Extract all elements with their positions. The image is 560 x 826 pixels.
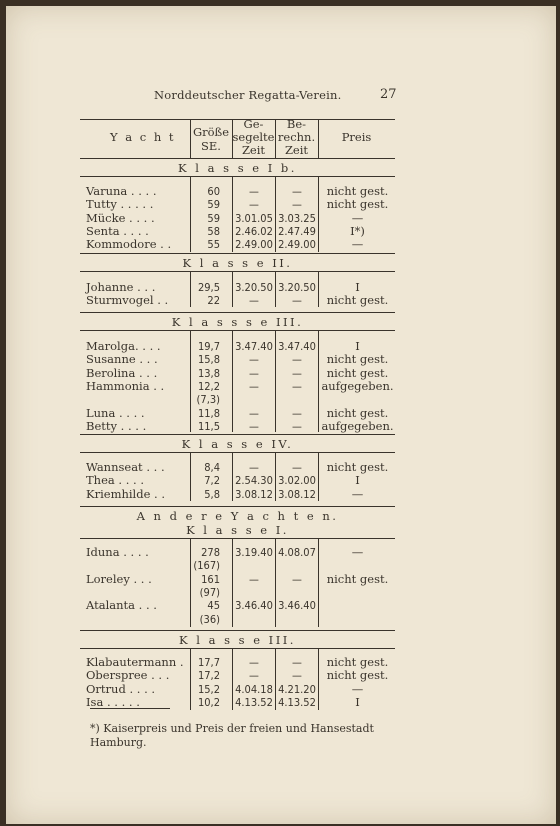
calculated-time: — xyxy=(292,353,302,367)
calculated-time: — xyxy=(292,572,302,586)
prize: I xyxy=(355,473,360,488)
yacht-name: Luna . . . . xyxy=(86,405,145,420)
yacht-name: Thea . . . . xyxy=(86,473,144,488)
yacht-name: Kommodore . . xyxy=(86,237,172,252)
yacht-size: (36) xyxy=(199,612,220,626)
section-title: K l a s s e II. xyxy=(182,256,293,270)
sailed-time: 4.04.18 xyxy=(235,682,273,696)
yacht-name: Tutty . . . . . xyxy=(86,197,154,212)
calculated-time: — xyxy=(292,198,302,212)
yacht-size: 59 xyxy=(207,198,220,212)
yacht-name: Susanne . . . xyxy=(86,352,158,367)
yacht-size: 12,2 xyxy=(197,379,220,393)
yacht-name: Mücke . . . . xyxy=(86,210,155,225)
col-header-calc-2: rechn. xyxy=(277,130,316,144)
header-column-divider xyxy=(318,120,319,158)
prize: nicht gest. xyxy=(326,184,389,198)
prize: nicht gest. xyxy=(326,655,389,669)
sailed-time: — xyxy=(249,419,259,433)
yacht-name: Klabautermann . xyxy=(86,655,184,669)
sailed-time: 3.01.05 xyxy=(235,211,273,225)
sailed-time: — xyxy=(249,198,259,212)
calculated-time: 3.02.00 xyxy=(278,474,316,488)
calculated-time: 3.20.50 xyxy=(278,281,316,294)
column-divider xyxy=(232,177,233,252)
section-top-rule xyxy=(80,158,395,159)
yacht-name: Oberspree . . . xyxy=(86,668,170,683)
calculated-time: 2.47.49 xyxy=(278,224,316,238)
yacht-size: 17,7 xyxy=(197,656,220,669)
col-header-calc-3: Zeit xyxy=(284,143,309,157)
prize: — xyxy=(351,486,364,501)
col-header-sailed-1: Ge- xyxy=(243,117,264,131)
sailed-time: — xyxy=(249,572,259,586)
calculated-time: — xyxy=(292,185,302,198)
header-column-divider xyxy=(232,120,233,158)
yacht-size: 19,7 xyxy=(197,340,220,353)
section-title-rule xyxy=(80,538,395,539)
column-divider xyxy=(318,331,319,432)
calculated-time: 4.13.52 xyxy=(278,695,316,709)
column-divider xyxy=(232,539,233,627)
column-divider xyxy=(318,453,319,501)
yacht-size: 59 xyxy=(207,211,220,225)
prize: — xyxy=(351,545,364,559)
section-top-rule xyxy=(80,312,395,313)
prize: — xyxy=(351,210,364,225)
calculated-time: — xyxy=(292,419,302,433)
header-column-divider xyxy=(190,120,191,158)
yacht-size: (97) xyxy=(199,585,220,599)
yacht-name: Berolina . . . xyxy=(86,365,158,380)
col-header-size-1: Größe xyxy=(192,125,230,139)
calculated-time: — xyxy=(292,461,302,474)
sailed-time: — xyxy=(249,406,259,420)
book-page xyxy=(6,6,556,824)
column-divider xyxy=(232,331,233,432)
col-header-sailed-3: Zeit xyxy=(241,143,266,157)
section-title: K l a s s s e III. xyxy=(171,315,304,329)
yacht-name: Loreley . . . xyxy=(86,571,152,586)
yacht-name: Atalanta . . . xyxy=(86,598,157,613)
column-divider xyxy=(318,539,319,627)
yacht-name: Wannseat . . . xyxy=(86,460,165,474)
prize: I xyxy=(355,339,360,353)
col-header-prize: Preis xyxy=(341,130,372,144)
sailed-time: — xyxy=(249,379,259,393)
section-title: K l a s s e IV. xyxy=(181,437,294,451)
yacht-size: (167) xyxy=(193,559,220,573)
column-divider xyxy=(275,331,276,432)
column-divider xyxy=(318,272,319,307)
yacht-name: Iduna . . . . xyxy=(86,545,149,559)
prize: I*) xyxy=(350,223,365,238)
yacht-name: Sturmvogel . . xyxy=(86,293,169,308)
sailed-time: 4.13.52 xyxy=(235,695,273,709)
prize: nicht gest. xyxy=(326,668,389,683)
prize: I xyxy=(355,694,360,709)
column-divider xyxy=(275,272,276,307)
prize: I xyxy=(355,280,360,294)
sailed-time: — xyxy=(249,669,259,683)
yacht-size: 15,8 xyxy=(197,353,220,367)
calculated-time: — xyxy=(292,669,302,683)
prize: nicht gest. xyxy=(326,405,389,420)
calculated-time: — xyxy=(292,366,302,380)
col-header-sailed-2: segelte xyxy=(232,130,275,144)
calculated-time: 2.49.00 xyxy=(278,238,316,252)
yacht-size: 29,5 xyxy=(197,281,220,294)
sailed-time: 2.46.02 xyxy=(235,224,273,238)
sailed-time: 3.19.40 xyxy=(235,546,273,559)
yacht-name: Kriemhilde . . xyxy=(86,486,166,501)
calculated-time: 3.03.25 xyxy=(278,211,316,225)
calculated-time: 3.46.40 xyxy=(278,599,316,613)
section-title-rule xyxy=(80,271,395,272)
calculated-time: — xyxy=(292,294,302,308)
column-divider xyxy=(275,539,276,627)
yacht-size: 7,2 xyxy=(204,474,220,488)
column-divider xyxy=(232,649,233,710)
section-title-rule xyxy=(80,330,395,331)
running-header: Norddeutscher Regatta-Verein. xyxy=(154,88,342,102)
col-header-size-2: SE. xyxy=(201,139,221,153)
sailed-time: 3.46.40 xyxy=(235,599,273,613)
sailed-time: — xyxy=(249,353,259,367)
calculated-time: 4.08.07 xyxy=(278,546,316,559)
section-title: K l a s s e III. xyxy=(179,633,296,647)
section-top-rule xyxy=(80,630,395,631)
page-number: 27 xyxy=(380,87,397,102)
yacht-size: 5,8 xyxy=(204,487,220,501)
sailed-time: 3.20.50 xyxy=(235,281,273,294)
yacht-size: 17,2 xyxy=(197,669,220,683)
prize: nicht gest. xyxy=(326,365,389,380)
section-top-rule xyxy=(80,434,395,435)
yacht-size: 55 xyxy=(207,238,220,252)
section-title-rule xyxy=(80,452,395,453)
prize: nicht gest. xyxy=(326,571,389,586)
yacht-size: 60 xyxy=(207,185,220,198)
prize: nicht gest. xyxy=(326,293,389,308)
yacht-name: Ortrud . . . . xyxy=(86,681,156,696)
sailed-time: — xyxy=(249,185,259,198)
prize: aufgegeben. xyxy=(321,378,394,393)
prize: nicht gest. xyxy=(326,197,389,212)
prize: nicht gest. xyxy=(326,460,389,474)
section-title: A n d e r e Y a c h t e n. xyxy=(136,509,339,523)
yacht-size: 8,4 xyxy=(204,461,220,474)
footnote-rule xyxy=(90,708,170,709)
column-divider xyxy=(275,453,276,501)
calculated-time: 4.21.20 xyxy=(278,682,316,696)
yacht-size: 45 xyxy=(207,599,220,613)
column-divider xyxy=(232,272,233,307)
col-header-yacht: Y a c h t xyxy=(110,130,176,144)
section-title: K l a s s e I b. xyxy=(178,161,297,175)
column-divider xyxy=(232,453,233,501)
yacht-size: 10,2 xyxy=(197,695,220,709)
yacht-size: 58 xyxy=(207,224,220,238)
yacht-size: 22 xyxy=(207,294,220,308)
column-divider xyxy=(318,177,319,252)
col-header-calc-1: Be- xyxy=(286,117,307,131)
header-column-divider xyxy=(275,120,276,158)
section-subtitle: K l a s s e I. xyxy=(186,523,289,537)
prize: — xyxy=(351,237,364,252)
footnote: *) Kaiserpreis und Preis der freien und Hansestadt Hamburg. xyxy=(90,722,374,749)
yacht-name: Isa . . . . . xyxy=(86,694,140,709)
section-top-rule xyxy=(80,253,395,254)
section-title-rule xyxy=(80,648,395,649)
yacht-name: Marolga. . . . xyxy=(86,339,161,353)
yacht-name: Hammonia . . xyxy=(86,378,165,393)
sailed-time: — xyxy=(249,366,259,380)
calculated-time: — xyxy=(292,656,302,669)
sailed-time: 3.47.40 xyxy=(235,340,273,353)
calculated-time: — xyxy=(292,379,302,393)
calculated-time: 3.08.12 xyxy=(278,487,316,501)
yacht-size: 13,8 xyxy=(197,366,220,380)
prize: aufgegeben. xyxy=(321,418,394,433)
prize: — xyxy=(351,681,364,696)
yacht-size: 15,2 xyxy=(197,682,220,696)
sailed-time: — xyxy=(249,294,259,308)
yacht-name: Senta . . . . xyxy=(86,223,149,238)
yacht-size: (7,3) xyxy=(196,393,220,407)
column-divider xyxy=(275,177,276,252)
column-divider xyxy=(275,649,276,710)
calculated-time: 3.47.40 xyxy=(278,340,316,353)
sailed-time: 2.49.00 xyxy=(235,238,273,252)
calculated-time: — xyxy=(292,406,302,420)
prize: nicht gest. xyxy=(326,352,389,367)
sailed-time: — xyxy=(249,461,259,474)
yacht-size: 11,5 xyxy=(197,419,220,433)
section-top-rule xyxy=(80,506,395,507)
sailed-time: 2.54.30 xyxy=(235,474,273,488)
sailed-time: — xyxy=(249,656,259,669)
yacht-size: 161 xyxy=(201,572,220,586)
sailed-time: 3.08.12 xyxy=(235,487,273,501)
yacht-name: Johanne . . . xyxy=(86,280,156,294)
section-title-rule xyxy=(80,176,395,177)
yacht-name: Betty . . . . xyxy=(86,418,147,433)
yacht-size: 278 xyxy=(201,546,220,559)
yacht-name: Varuna . . . . xyxy=(86,184,157,198)
yacht-size: 11,8 xyxy=(197,406,220,420)
column-divider xyxy=(318,649,319,710)
